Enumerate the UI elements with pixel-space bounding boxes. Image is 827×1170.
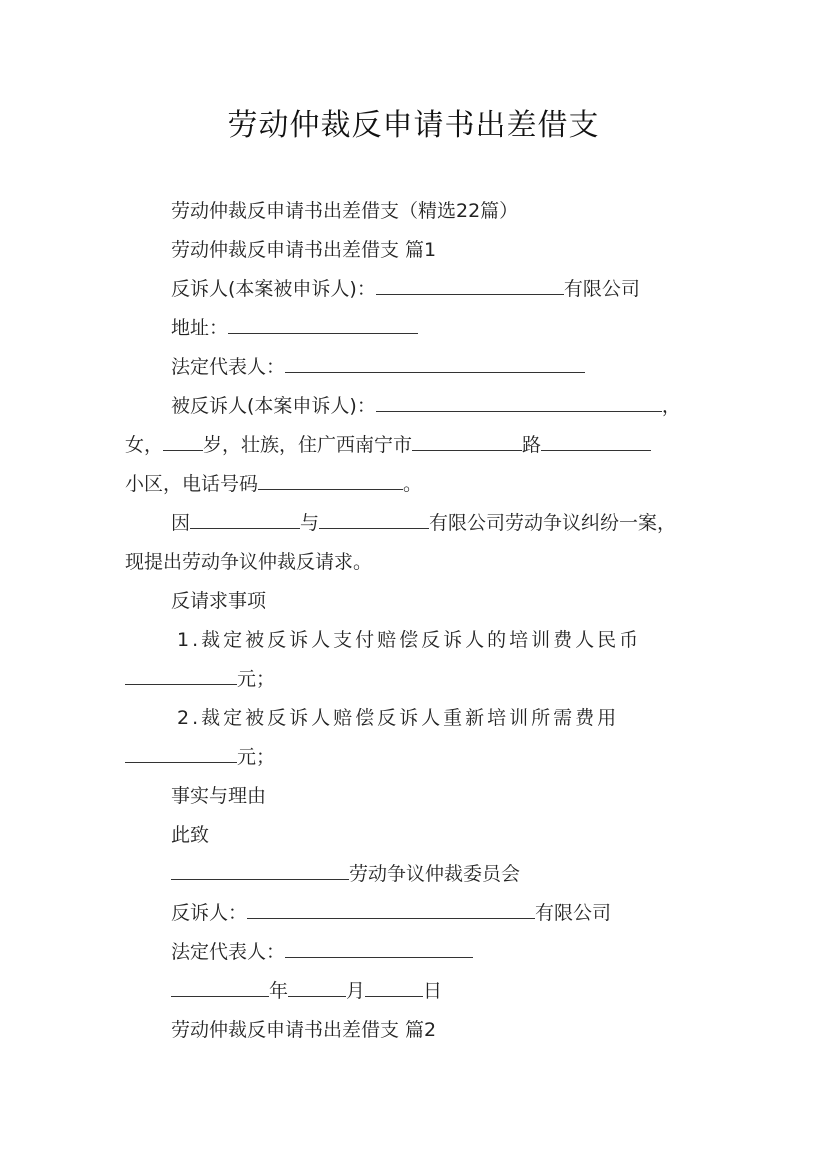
phone-line bbox=[125, 471, 705, 497]
document-title: 劳动仲裁反申请书出差借支 bbox=[227, 108, 600, 143]
currency-unit: 元； bbox=[237, 746, 276, 768]
salutation-line bbox=[125, 822, 751, 848]
legal-rep-line bbox=[125, 354, 751, 380]
legal-rep-label: 法定代表人： bbox=[171, 356, 286, 378]
section-heading-text: 劳动仲裁反申请书出差借支 篇1 bbox=[171, 239, 437, 261]
punctuation: ， bbox=[661, 395, 681, 417]
respondent-line bbox=[125, 276, 751, 302]
dispute-prefix: 因 bbox=[171, 512, 191, 534]
dispute-text: 有限公司劳动争议纠纷一案， bbox=[429, 512, 677, 534]
road-text: 路 bbox=[522, 434, 542, 456]
blank-field[interactable] bbox=[190, 510, 300, 529]
blank-field[interactable] bbox=[247, 900, 535, 919]
blank-field[interactable] bbox=[365, 978, 423, 997]
item-1-text: 1.裁定被反诉人支付赔偿反诉人的培训费人民币 bbox=[177, 629, 642, 651]
facts-heading-text: 事实与理由 bbox=[171, 785, 267, 807]
respondent-label: 反诉人(本案被申诉人)： bbox=[171, 278, 376, 300]
section-heading-2 bbox=[125, 1017, 751, 1043]
blank-field[interactable] bbox=[285, 354, 585, 373]
date-line bbox=[125, 978, 751, 1004]
counter-respondent-line bbox=[125, 393, 751, 419]
month-label: 月 bbox=[346, 980, 366, 1002]
signature-legal-rep-label: 法定代表人： bbox=[171, 941, 286, 963]
counter-respondent-label: 被反诉人(本案申诉人)： bbox=[171, 395, 376, 417]
blank-field[interactable] bbox=[288, 978, 346, 997]
blank-field[interactable] bbox=[376, 276, 564, 295]
salutation-text: 此致 bbox=[171, 824, 210, 846]
blank-field[interactable] bbox=[171, 861, 349, 880]
subtitle-line bbox=[125, 198, 751, 224]
item-1-line bbox=[125, 627, 757, 653]
address-line bbox=[125, 315, 751, 341]
request-statement-text: 现提出劳动争议仲裁反请求。 bbox=[125, 551, 373, 573]
signature-respondent-line bbox=[125, 900, 751, 926]
dispute-line bbox=[125, 510, 751, 536]
blank-field[interactable] bbox=[541, 432, 651, 451]
signature-respondent-label: 反诉人： bbox=[171, 902, 248, 924]
counterclaim-items-heading bbox=[125, 588, 751, 614]
company-suffix: 有限公司 bbox=[535, 902, 612, 924]
request-statement-line bbox=[125, 549, 705, 575]
company-suffix: 有限公司 bbox=[563, 278, 640, 300]
address-label: 地址： bbox=[171, 317, 229, 339]
blank-field[interactable] bbox=[285, 939, 473, 958]
counterclaim-items-text: 反请求事项 bbox=[171, 590, 267, 612]
personal-info-line bbox=[125, 432, 705, 458]
item-2-amount-line bbox=[125, 744, 705, 770]
section-heading-1 bbox=[125, 237, 751, 263]
blank-field[interactable] bbox=[376, 393, 662, 412]
committee-line bbox=[125, 861, 751, 887]
section-heading-text: 劳动仲裁反申请书出差借支 篇2 bbox=[171, 1019, 437, 1041]
blank-field[interactable] bbox=[258, 471, 403, 490]
age-residence-text: 岁，壮族，住广西南宁市 bbox=[203, 434, 413, 456]
blank-field[interactable] bbox=[319, 510, 429, 529]
currency-unit: 元； bbox=[237, 668, 276, 690]
blank-field[interactable] bbox=[163, 432, 203, 451]
day-label: 日 bbox=[423, 980, 443, 1002]
subtitle-text: 劳动仲裁反申请书出差借支（精选22篇） bbox=[171, 200, 519, 222]
signature-legal-rep-line bbox=[125, 939, 751, 965]
item-1-amount-line bbox=[125, 666, 705, 692]
item-2-text: 2.裁定被反诉人赔偿反诉人重新培训所需费用 bbox=[177, 707, 620, 729]
dispute-and: 与 bbox=[300, 512, 320, 534]
item-2-line bbox=[125, 705, 757, 731]
blank-field[interactable] bbox=[228, 315, 418, 334]
blank-field[interactable] bbox=[171, 978, 269, 997]
blank-field[interactable] bbox=[412, 432, 522, 451]
blank-field[interactable] bbox=[125, 744, 237, 763]
year-label: 年 bbox=[269, 980, 289, 1002]
facts-heading bbox=[125, 783, 751, 809]
phone-label: 小区，电话号码 bbox=[125, 473, 259, 495]
blank-field[interactable] bbox=[125, 666, 237, 685]
gender-text: 女， bbox=[125, 434, 164, 456]
punctuation: 。 bbox=[403, 473, 423, 495]
committee-text: 劳动争议仲裁委员会 bbox=[349, 863, 521, 885]
